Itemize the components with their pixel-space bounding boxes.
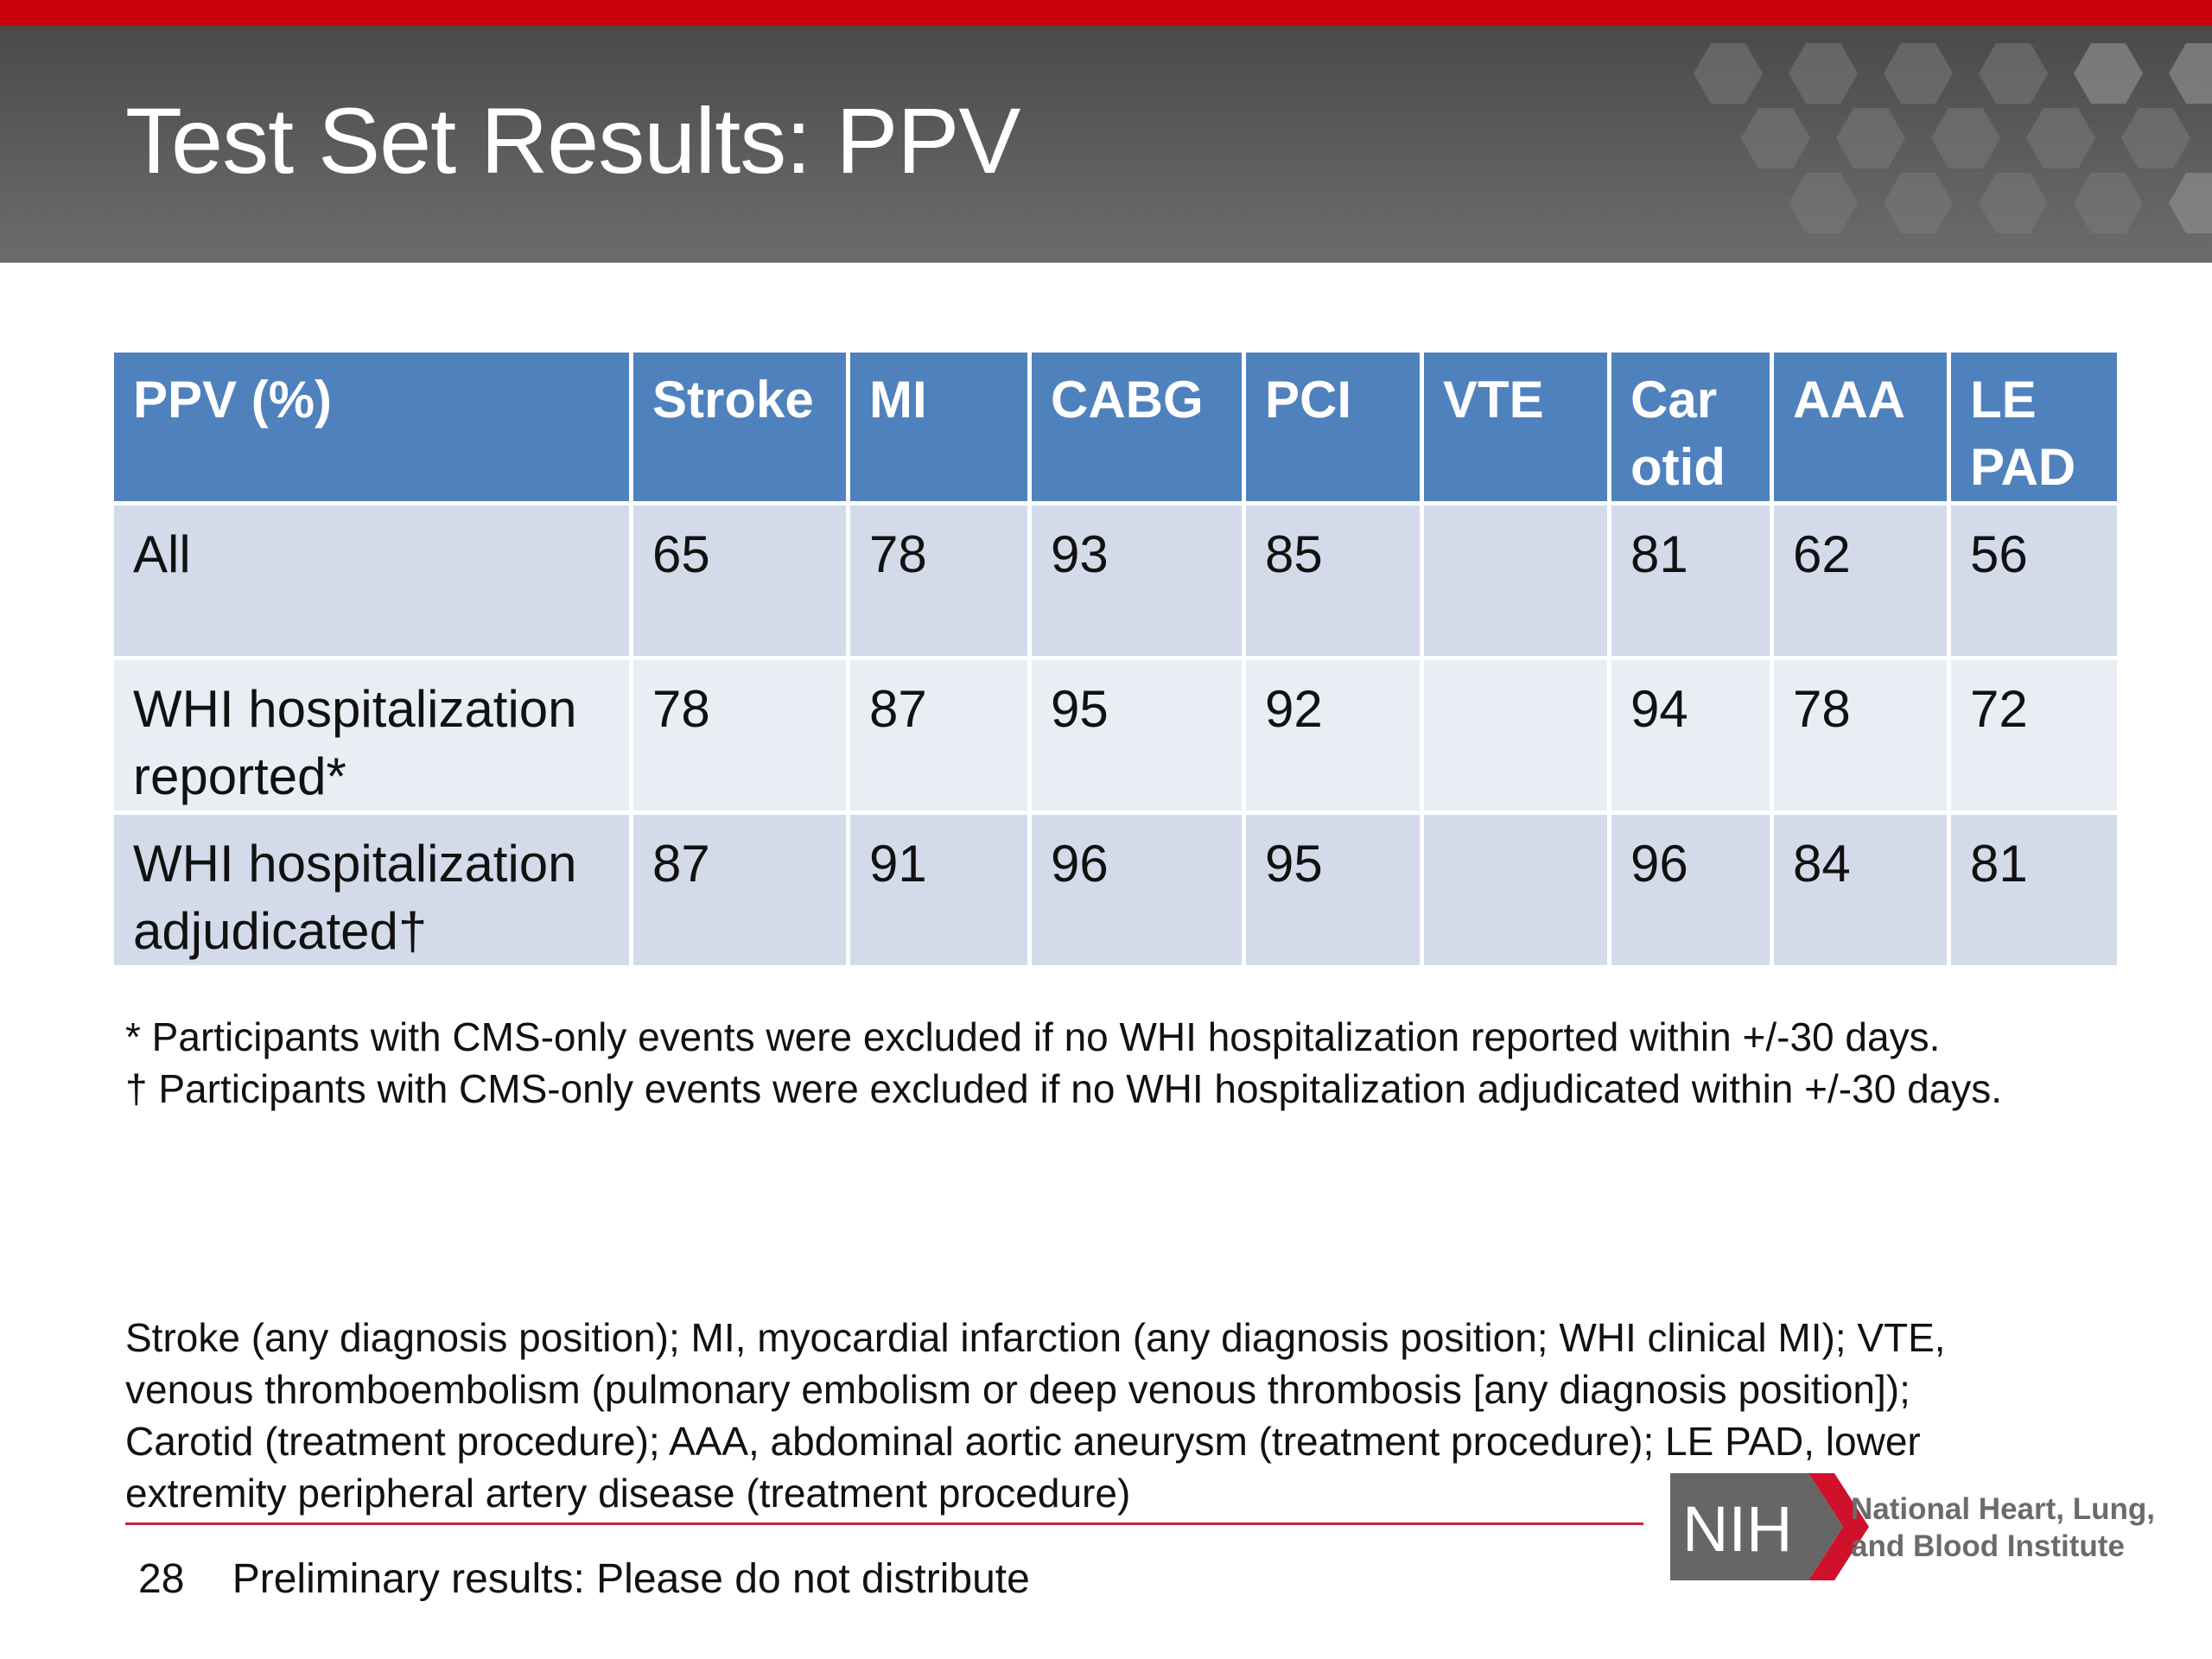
table-cell: 96 <box>1611 815 1770 965</box>
table-cell: 96 <box>1032 815 1242 965</box>
nih-logo-letters: NIH <box>1682 1493 1793 1565</box>
ppv-table <box>110 348 2121 969</box>
column-header-carotid: Car otid <box>1611 353 1770 501</box>
table-cell: 87 <box>850 660 1027 810</box>
slide-title: Test Set Results: PPV <box>125 88 1020 193</box>
table-cell: 62 <box>1774 505 1947 656</box>
footnote-asterisk: * Participants with CMS-only events were excluded if no WHI hospitalization reported within +/-30 days. <box>125 1014 1941 1059</box>
table-header-row <box>114 353 2117 501</box>
hexagon-pattern-decoration <box>1676 26 2212 263</box>
abbreviations-text: Stroke (any diagnosis position); MI, myocardial infarction (any diagnosis position; WHI clinical MI); VTE, venous thromboembolism (pulmonary embolism or deep venous thrombosis [any diagnosis position]); Carotid (treatment procedure); AAA, abdominal aortic aneurysm (treatment procedure); LE PAD, lower extremity peripheral artery disease (treatment procedure) <box>125 1315 1946 1516</box>
table-cell: 95 <box>1246 815 1420 965</box>
table-cell <box>1424 815 1607 965</box>
column-header-aaa: AAA <box>1774 353 1947 501</box>
table-row <box>114 505 2117 656</box>
table-cell: 56 <box>1951 505 2117 656</box>
table-cell: 78 <box>1774 660 1947 810</box>
table-cell: 81 <box>1951 815 2117 965</box>
column-header-pci: PCI <box>1246 353 1420 501</box>
column-header-mi: MI <box>850 353 1027 501</box>
footnotes <box>125 1011 2182 1115</box>
slide-footer <box>138 1555 1030 1603</box>
institute-name-line-1: National Heart, Lung, <box>1851 1492 2155 1526</box>
table-cell: 72 <box>1951 660 2117 810</box>
table-cell: 78 <box>633 660 846 810</box>
column-header-stroke: Stroke <box>633 353 846 501</box>
table-row <box>114 815 2117 965</box>
table-cell: 92 <box>1246 660 1420 810</box>
footer-disclaimer: Preliminary results: Please do not distribute <box>232 1556 1030 1602</box>
column-header-le-pad: LE PAD <box>1951 353 2117 501</box>
table-cell <box>1424 660 1607 810</box>
table-cell: 93 <box>1032 505 1242 656</box>
table-cell: 95 <box>1032 660 1242 810</box>
title-banner <box>0 26 2212 263</box>
table-cell <box>1424 505 1607 656</box>
table-cell: 87 <box>633 815 846 965</box>
column-header-vte: VTE <box>1424 353 1607 501</box>
footnote-dagger: † Participants with CMS-only events were excluded if no WHI hospitalization adjudicated within +/-30 days. <box>125 1066 2003 1111</box>
row-label: WHI hospitalization reported* <box>114 660 629 810</box>
nih-institute-name <box>1851 1491 2155 1565</box>
table-cell: 78 <box>850 505 1027 656</box>
footer-divider <box>125 1522 1643 1525</box>
top-accent-bar <box>0 0 2212 26</box>
institute-name-line-2: and Blood Institute <box>1851 1529 2125 1563</box>
table-cell: 94 <box>1611 660 1770 810</box>
column-header-ppv: PPV (%) <box>114 353 629 501</box>
slide-number: 28 <box>138 1556 185 1602</box>
table-cell: 65 <box>633 505 846 656</box>
table-cell: 84 <box>1774 815 1947 965</box>
table-cell: 81 <box>1611 505 1770 656</box>
table-cell: 85 <box>1246 505 1420 656</box>
column-header-cabg: CABG <box>1032 353 1242 501</box>
row-label: All <box>114 505 629 656</box>
table-row <box>114 660 2117 810</box>
row-label: WHI hospitalization adjudicated† <box>114 815 629 965</box>
table-cell: 91 <box>850 815 1027 965</box>
